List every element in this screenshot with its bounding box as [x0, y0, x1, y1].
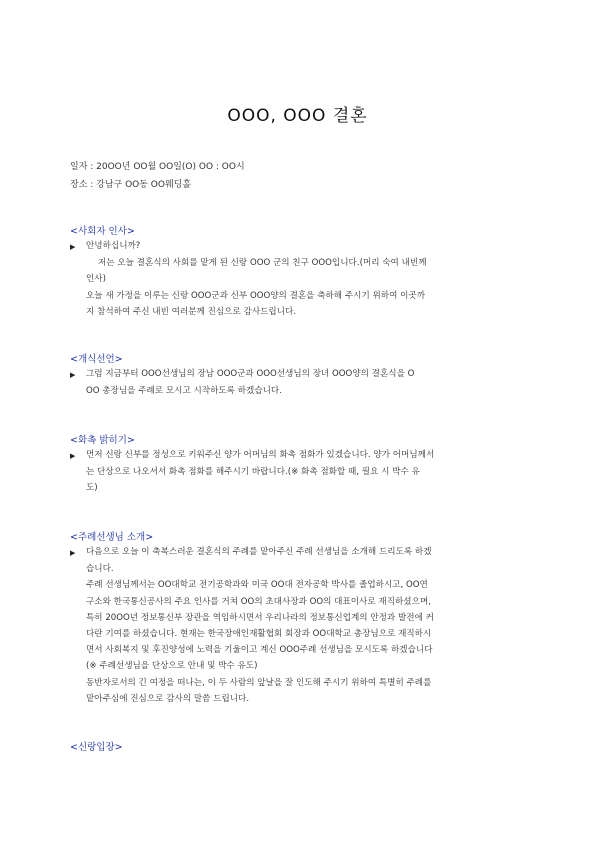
bullet-icon: ▶	[70, 452, 76, 460]
section-body-mc-greeting	[70, 238, 526, 320]
document-title: OOO, OOO 결혼	[227, 106, 368, 126]
section-body-opening	[70, 366, 526, 399]
text-line: 습니다.	[86, 564, 114, 575]
text-line: 구소와 한국통신공사의 주요 인사를 거쳐 OO의 초대사장과 OO의 대표이사로 재직하셨으며,	[86, 596, 431, 607]
text-line: 는 단상으로 나오셔서 화촉 점화를 해주시기 바랍니다.(※ 화촉 점화할 때, 필요 시 박수 유	[86, 467, 420, 478]
text-line: 다음으로 오늘 이 축복스러운 결혼식의 주례를 맡아주신 주례 선생님을 소개해 드리도록 하겠	[86, 547, 432, 557]
text-line: OO 총장님을 주례로 모시고 시작하도록 하겠습니다.	[86, 386, 282, 397]
event-place: 장소 : 강남구 OO동 OO웨딩홀	[70, 180, 192, 190]
text-line: 동반자로서의 긴 여정을 떠나는, 이 두 사람의 앞날을 잘 인도해 주시기 위하여 특별히 주례를	[86, 677, 432, 688]
text-line: 주례 선생님께서는 OO대학교 전기공학과와 미국 OO대 전자공학 박사를 졸업하시고, OO연	[86, 580, 428, 591]
bullet-icon: ▶	[70, 243, 76, 251]
section-body-officiant-intro	[70, 544, 526, 707]
text-line: 다란 기여를 하셨습니다. 현재는 한국장애인재활협회 회장과 OO대학교 총장님으로 재직하시	[86, 629, 432, 640]
text-line: 안녕하십니까?	[86, 241, 141, 251]
text-line: 그럼 지금부터 OOO선생님의 장남 OOO군과 OOO선생님의 장녀 OOO양의 결혼식을 O	[86, 369, 415, 379]
bullet-icon: ▶	[70, 371, 76, 379]
section-heading-groom-entrance: <신랑입장>	[70, 742, 123, 753]
text-line: 저는 오늘 결혼식의 사회를 맡게 된 신랑 OOO 군의 친구 OOO입니다.(머리 숙여 내빈께	[98, 258, 427, 269]
text-line: (※ 주례선생님을 단상으로 안내 및 박수 유도)	[86, 661, 258, 672]
section-heading-mc-greeting: <사회자 인사>	[70, 226, 135, 237]
bullet-icon: ▶	[70, 549, 76, 557]
text-line: 오늘 새 가정을 이루는 신랑 OOO군과 신부 OOO양의 결혼을 축하해 주시기 위하여 이곳까	[86, 290, 426, 301]
section-heading-candle-lighting: <화촉 밝히기>	[70, 435, 135, 446]
section-heading-officiant-intro: <주례선생님 소개>	[70, 532, 154, 543]
text-line: 특히 20OO년 정보통신부 장관을 역임하시면서 우리나라의 정보통신업계의 안정과 발전에 커	[86, 612, 434, 623]
text-line: 먼저 신랑 신부를 정성으로 키워주신 양가 어머님의 화촉 점화가 있겠습니다. 양가 어머님께서	[86, 450, 435, 460]
text-line: 면서 사회복지 및 후진양성에 노력을 기울이고 계신 OOO주례 선생님을 모시도록 하겠습니다	[86, 645, 433, 656]
event-date: 일자 : 20OO년 OO월 OO일(O) OO : OO시	[70, 162, 245, 172]
text-line: 지 참석하여 주신 내빈 여러분께 진심으로 감사드립니다.	[86, 306, 297, 317]
section-heading-opening: <개식선언>	[70, 354, 123, 365]
text-line: 맡아주심에 진심으로 감사의 말씀 드립니다.	[86, 693, 250, 704]
section-body-candle-lighting	[70, 447, 526, 497]
text-line: 인사)	[86, 274, 106, 285]
text-line: 도)	[86, 483, 98, 494]
